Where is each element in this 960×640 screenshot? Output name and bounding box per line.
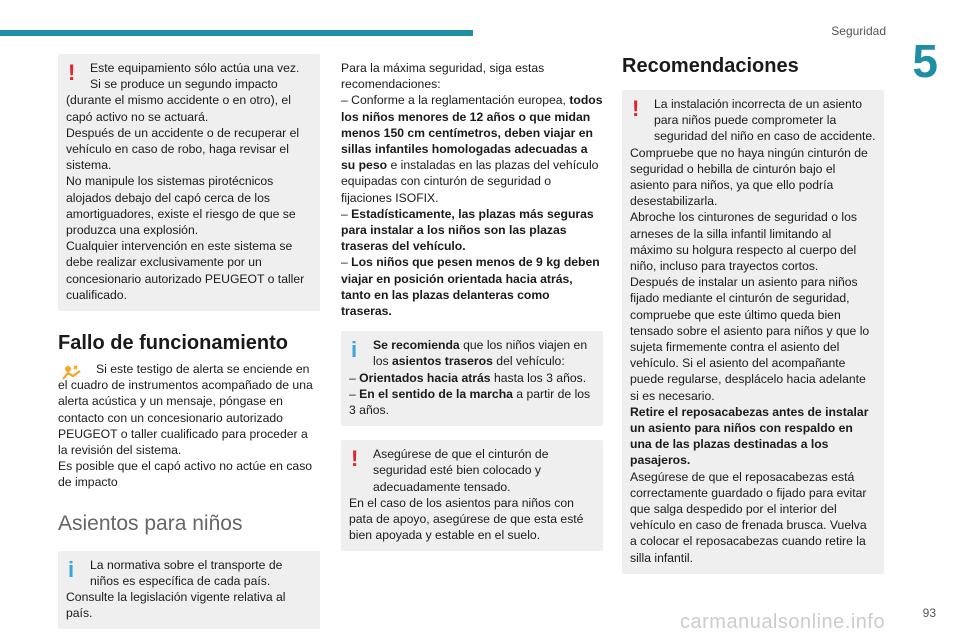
- info-lead-post: del vehículo:: [492, 354, 565, 369]
- warning-cinturon-text: Asegúrese de que el cinturón de seguridad esté bien colocado y adecuadamente tensado.: [373, 447, 549, 494]
- watermark: carmanualsonline.info: [680, 611, 886, 633]
- rec-item-3: [341, 254, 603, 319]
- info-dash-2-post: a partir de los 3 años.: [349, 386, 591, 418]
- rec-item-1: [341, 92, 603, 205]
- rec-text-5: [630, 404, 876, 469]
- rec-text-3: Abroche los cinturones de seguridad o los arneses de la silla infantil limitando al máximo su holgura respecto al cuerpo del niño, incluso para trayectos cortos.: [630, 210, 857, 274]
- rec-item-3-pre: –: [341, 255, 352, 270]
- warning-box-recomendaciones: [622, 90, 884, 574]
- info-box-asientos-traseros: [341, 331, 603, 426]
- warning-line-3: Después de un accidente o de recuperar el vehículo en caso de robo, haga revisar el sistema.: [66, 125, 300, 173]
- header-accent-bar: [0, 30, 473, 36]
- info-dash-1: [349, 370, 595, 386]
- fallo-paragraph: [58, 361, 320, 491]
- warning-box-cinturon: [341, 440, 603, 551]
- section-label: Seguridad: [831, 24, 886, 38]
- warning-exclamation-icon: !: [351, 446, 359, 472]
- page-number: 93: [922, 606, 936, 620]
- rec-item-2: [341, 206, 603, 255]
- info-text-1: La normativa sobre el transporte de niños es específica de cada país.: [90, 557, 283, 588]
- rec-text-6: Asegúrese de que el reposacabezas está correctamente guardado o fijado para evitar que salga despedido por el interior del vehículo en caso de frenada brusca. Vuelva a colocar el reposacabezas cuando retire la silla infantil.: [630, 469, 867, 565]
- info-lead-bold2: asientos traseros: [391, 354, 493, 369]
- rec-item-1-post: e instaladas en las plazas del vehículo equipadas con cinturón de seguridad o fijaciones ISOFIX.: [341, 158, 599, 205]
- heading-asientos: Asientos para niños: [58, 511, 243, 535]
- column-3: [622, 54, 884, 574]
- warning-pata-text: En el caso de los asientos para niños con pata de apoyo, asegúrese de que esta esté bien apoyada y estable en el suelo.: [349, 495, 584, 543]
- active-bonnet-alert-icon: [60, 363, 82, 381]
- intro-text: Para la máxima seguridad, siga estas recomendaciones:: [341, 61, 545, 92]
- warning-line-2: Si se produce un segundo impacto (durante el mismo accidente o en otro), el capó activo no se actuará.: [66, 77, 291, 124]
- fallo-text-2: Es posible que el capó activo no actúe en caso de impacto: [58, 459, 313, 490]
- info-dash-1-bold: Orientados hacia atrás: [359, 370, 491, 385]
- info-lead-bold: Se recomienda: [373, 338, 460, 353]
- heading-recomendaciones: Recomendaciones: [622, 55, 799, 77]
- warning-exclamation-icon: !: [632, 96, 640, 121]
- rec-text-2: Compruebe que no haya ningún cinturón de seguridad o hebilla de cinturón bajo el asiento para niños, ya que ello podría desestabilizarla.: [630, 145, 868, 209]
- warning-line-4: No manipule los sistemas pirotécnicos alojados debajo del capó cerca de los amortiguadores, existe el riesgo de que se produzca una explosión.: [66, 174, 296, 238]
- info-i-icon: i: [68, 556, 75, 582]
- info-i-icon: i: [351, 337, 358, 363]
- rec-item-1-pre: – Conforme a la reglamentación europea,: [341, 93, 570, 108]
- rec-item-2-bold: Estadísticamente, las plazas más seguras para instalar a los niños son las plazas traseras del vehículo.: [341, 206, 594, 254]
- info-dash-1-post: hasta los 3 años.: [490, 370, 587, 385]
- warning-line-1: Este equipamiento sólo actúa una vez.: [90, 61, 300, 75]
- fallo-text-1: Si este testigo de alerta se enciende en el cuadro de instrumentos acompañado de una alerta acústica y un mensaje, póngase en contacto con un concesionario autorizado PEUGEOT o taller cualificado para proceder a la revisión del sistema.: [58, 362, 313, 458]
- column-1: [58, 54, 320, 629]
- info-dash-2: [349, 386, 595, 418]
- info-lead-mid: que los niños viajen en los: [373, 338, 588, 369]
- warning-exclamation-icon: !: [68, 60, 76, 85]
- heading-fallo: Fallo de funcionamiento: [58, 332, 289, 355]
- rec-text-5-bold: Retire el reposacabezas antes de instalar un asiento para niños con respaldo en una de las plazas destinadas a los pasajeros.: [630, 404, 869, 468]
- column-2: [341, 60, 603, 551]
- warning-line-5: Cualquier intervención en este sistema se debe realizar exclusivamente por un concesionario autorizado PEUGEOT o taller cualificado.: [66, 239, 305, 302]
- info-text-2: Consulte la legislación vigente relativa al país.: [66, 590, 286, 621]
- rec-item-3-bold: Los niños que pesen menos de 9 kg deben viajar en posición orientada hacia atrás, tanto en las plazas delanteras como traseras.: [341, 255, 600, 319]
- dash: –: [349, 370, 360, 385]
- info-dash-2-bold: En el sentido de la marcha: [359, 386, 513, 401]
- info-lead: [349, 337, 595, 369]
- dash: –: [349, 386, 360, 401]
- chapter-number: 5: [912, 35, 938, 87]
- rec-text-1: La instalación incorrecta de un asiento para niños puede comprometer la seguridad del niño en caso de accidente.: [654, 97, 876, 144]
- rec-item-2-pre: –: [341, 206, 352, 221]
- rec-item-1-bold: todos los niños menores de 12 años o que midan menos 150 cm centímetros, deben viajar en sillas infantiles homologadas adecuadas a su peso: [341, 93, 603, 173]
- warning-box-active-bonnet: [58, 54, 320, 311]
- rec-text-4: Después de instalar un asiento para niños fijado mediante el cinturón de seguridad, compruebe que este último queda bien tensado sobre el asiento para niños y que lo sujeta firmemente contra el asiento del vehículo. Si el asiento del acompañante puede regularse, desplácelo hacia adelante si es necesario.: [630, 275, 870, 403]
- info-box-normativa: [58, 551, 320, 630]
